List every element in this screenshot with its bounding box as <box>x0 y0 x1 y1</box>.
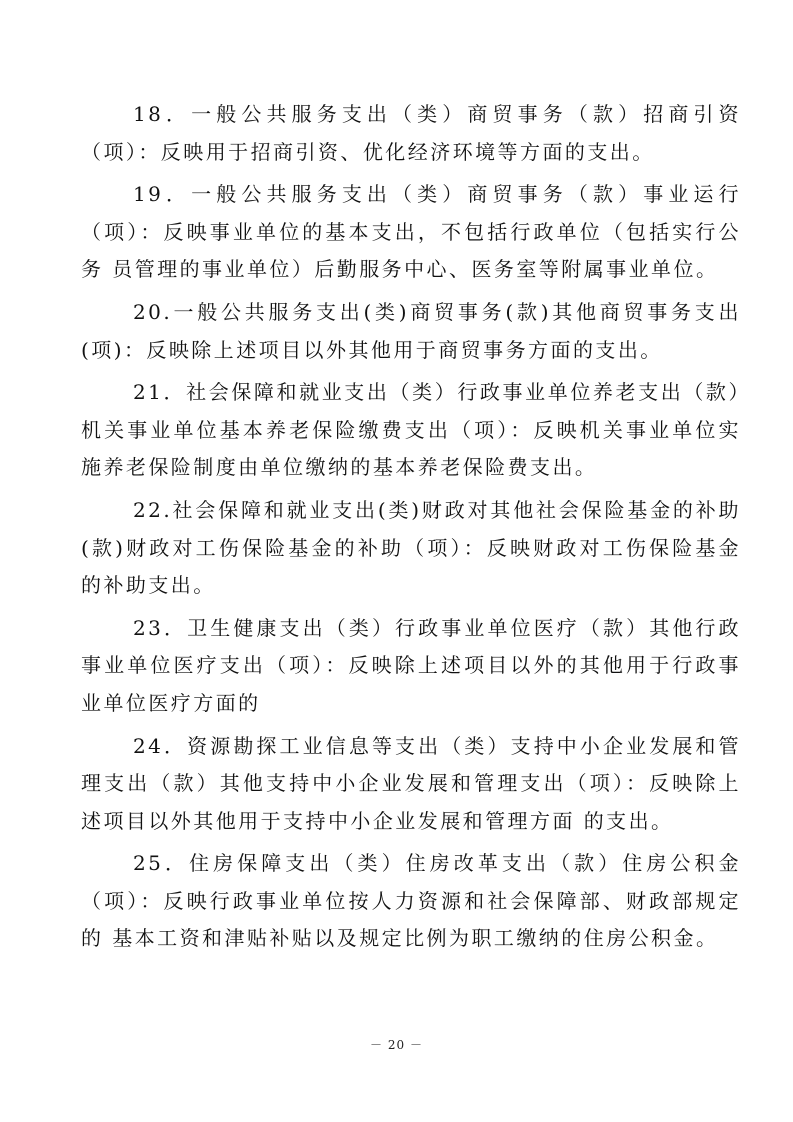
paragraph-23: 23．卫生健康支出（类）行政事业单位医疗（款）其他行政事业单位医疗支出（项）：反映除上述项目以外的其他用于行政事业单位医疗方面的 <box>81 615 741 715</box>
paragraph-18: 18．一般公共服务支出（类）商贸事务（款）招商引资（项）：反映用于招商引资、优化经济环境等方面的支出。 <box>81 102 741 164</box>
paragraph-22: 22.社会保障和就业支出(类)财政对其他社会保险基金的补助(款)财政对工伤保险基金的补助（项）：反映财政对工伤保险基金的补助支出。 <box>81 497 741 598</box>
paragraph-25: 25．住房保障支出（类）住房改革支出（款）住房公积金（项）：反映行政事业单位按人力资源和社会保障部、财政部规定的 基本工资和津贴补贴以及规定比例为职工缴纳的住房公积金。 <box>81 851 741 951</box>
paragraph-20: 20.一般公共服务支出(类)商贸事务(款)其他商贸事务支出(项)：反映除上述项目以外其他用于商贸事务方面的支出。 <box>81 299 741 362</box>
paragraph-19: 19．一般公共服务支出（类）商贸事务（款）事业运行（项）：反映事业单位的基本支出，不包括行政单位（包括实行公务 员管理的事业单位）后勤服务中心、医务室等附属事业单位。 <box>81 182 741 282</box>
paragraph-21: 21．社会保障和就业支出（类）行政事业单位养老支出（款）机关事业单位基本养老保险缴费支出（项）：反映机关事业单位实施养老保险制度由单位缴纳的基本养老保险费支出。 <box>81 380 741 480</box>
page-number: － 20 － <box>370 1038 423 1052</box>
document-body <box>81 96 741 963</box>
paragraph-24: 24．资源勘探工业信息等支出（类）支持中小企业发展和管理支出（款）其他支持中小企业发展和管理支出（项）：反映除上述项目以外其他用于支持中小企业发展和管理方面 的支出。 <box>81 733 741 833</box>
